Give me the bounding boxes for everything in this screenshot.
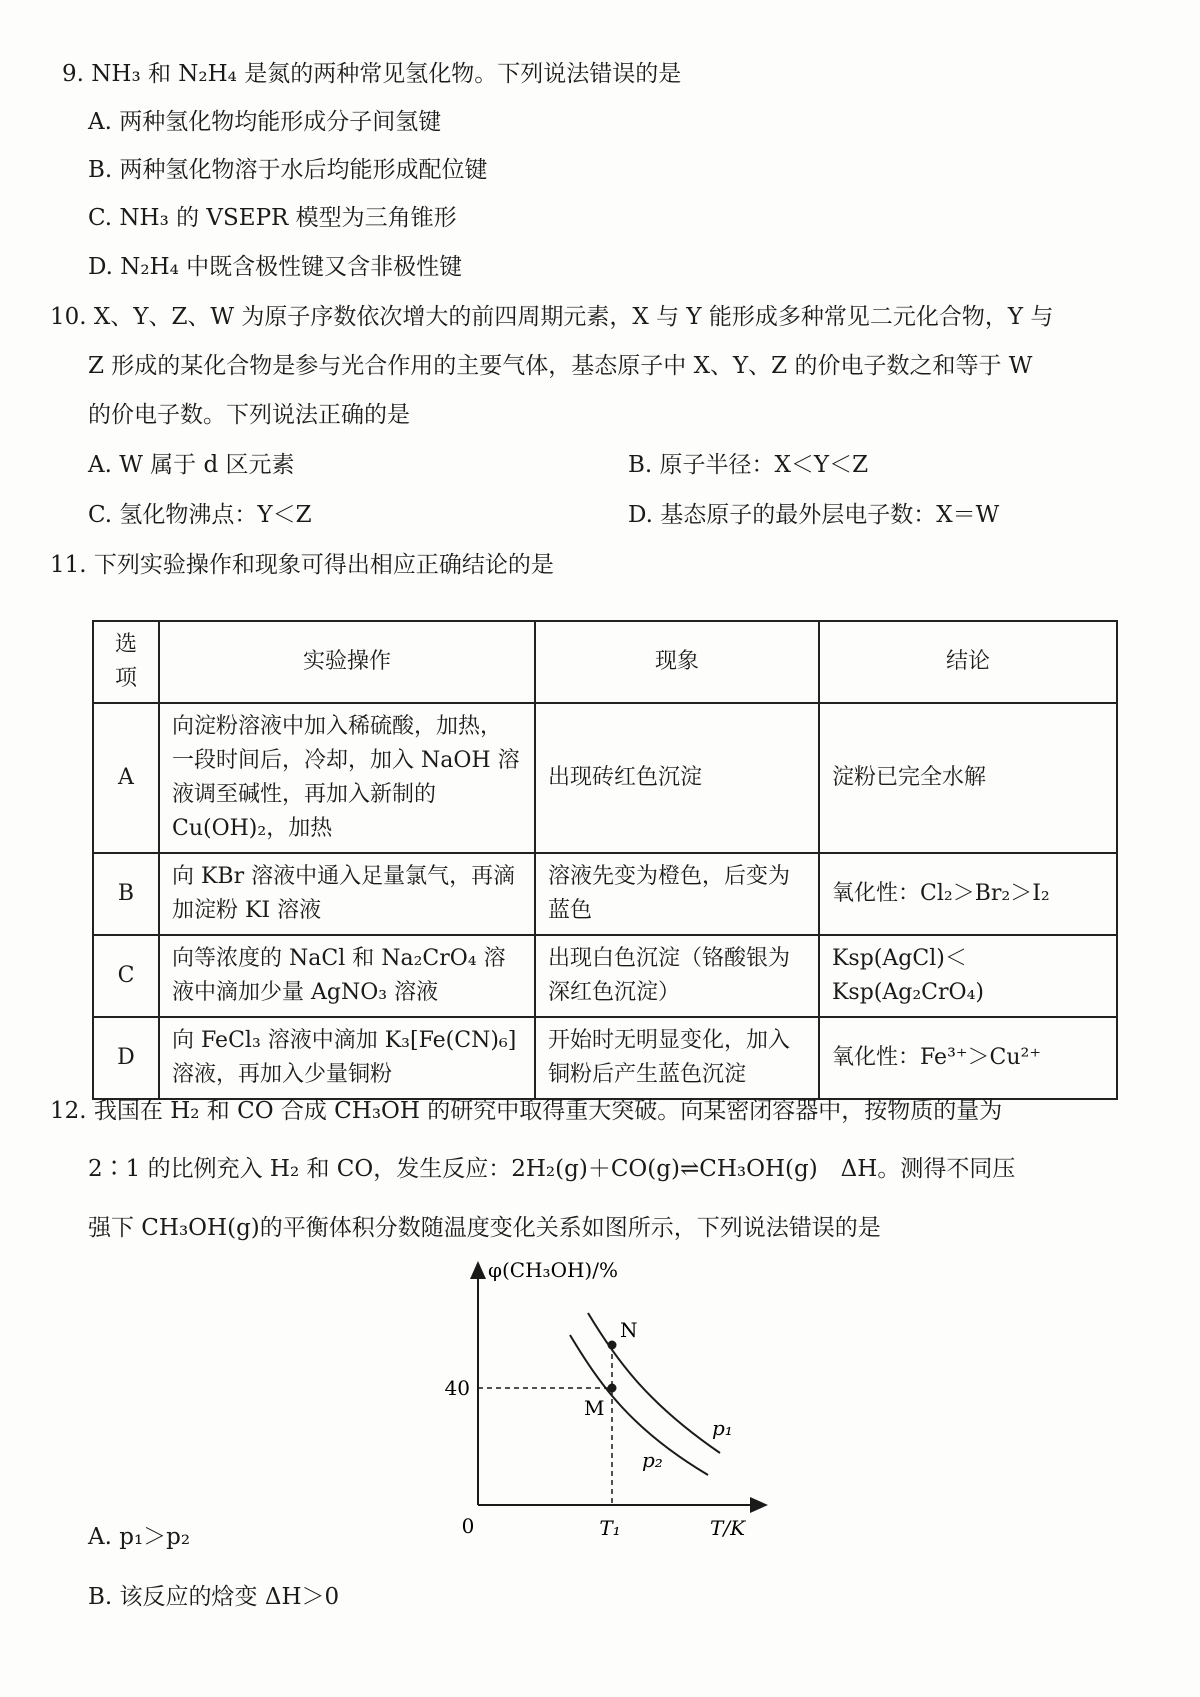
row-option: A [93,703,159,853]
series-p2-label: p₂ [642,1448,663,1472]
header-option: 选项 [93,621,159,703]
q12-option-a: A. p₁＞p₂ [88,1524,191,1550]
point-m [608,1384,617,1393]
table-row [93,935,1117,1017]
q10-option-d: D. 基态原子的最外层电子数：X＝W [628,502,1000,528]
table-row [93,1017,1117,1099]
header-phenomenon: 现象 [535,621,819,703]
row-conclusion: 淀粉已完全水解 [819,703,1117,853]
table-row [93,703,1117,853]
y-tick-label: 40 [444,1376,470,1400]
point-n-label: N [620,1318,638,1342]
row-operation: 向淀粉溶液中加入稀硫酸，加热，一段时间后，冷却，加入 NaOH 溶液调至碱性，再加入新制的 Cu(OH)₂，加热 [159,703,535,853]
row-operation: 向等浓度的 NaCl 和 Na₂CrO₄ 溶液中滴加少量 AgNO₃ 溶液 [159,935,535,1017]
q10-stem-line-3: 的价电子数。下列说法正确的是 [88,402,410,428]
header-conclusion: 结论 [819,621,1117,703]
series-p1-label: p₁ [712,1416,733,1440]
q9-option-b: B. 两种氢化物溶于水后均能形成配位键 [88,157,488,183]
x-tick-label: T₁ [599,1516,621,1540]
experiment-table [92,620,1118,1100]
q11-stem: 11. 下列实验操作和现象可得出相应正确结论的是 [50,552,554,578]
q12-stem-line-2: 2∶1 的比例充入 H₂ 和 CO，发生反应：2H₂(g)＋CO(g)⇌CH₃OH(g) ΔH。测得不同压 [88,1156,1016,1182]
curve-p1 [588,1313,720,1453]
row-conclusion: 氧化性：Fe³⁺＞Cu²⁺ [819,1017,1117,1099]
row-operation: 向 KBr 溶液中通入足量氯气，再滴加淀粉 KI 溶液 [159,853,535,935]
point-m-label: M [584,1396,605,1420]
q10-option-b: B. 原子半径：X＜Y＜Z [628,452,869,478]
row-option: B [93,853,159,935]
q9-option-c: C. NH₃ 的 VSEPR 模型为三角锥形 [88,205,457,231]
row-conclusion: 氧化性：Cl₂＞Br₂＞I₂ [819,853,1117,935]
y-axis-label: φ(CH₃OH)/% [488,1258,618,1282]
q12-stem-line-1: 12. 我国在 H₂ 和 CO 合成 CH₃OH 的研究中取得重大突破。向某密闭容器中，按物质的量为 [50,1098,1003,1124]
header-operation: 实验操作 [159,621,535,703]
q10-stem-line-1: 10. X、Y、Z、W 为原子序数依次增大的前四周期元素，X 与 Y 能形成多种常见二元化合物，Y 与 [50,304,1054,330]
point-n [608,1341,617,1350]
row-option: C [93,935,159,1017]
q9-option-a: A. 两种氢化物均能形成分子间氢键 [88,109,442,135]
row-phenomenon: 开始时无明显变化，加入铜粉后产生蓝色沉淀 [535,1017,819,1099]
x-axis-label: T/K [710,1516,746,1540]
row-phenomenon: 出现砖红色沉淀 [535,703,819,853]
q12-stem-line-3: 强下 CH₃OH(g)的平衡体积分数随温度变化关系如图所示，下列说法错误的是 [88,1215,881,1241]
row-phenomenon: 出现白色沉淀（铬酸银为深红色沉淀） [535,935,819,1017]
equilibrium-chart [440,1255,780,1555]
row-operation: 向 FeCl₃ 溶液中滴加 K₃[Fe(CN)₆] 溶液，再加入少量铜粉 [159,1017,535,1099]
row-phenomenon: 溶液先变为橙色，后变为蓝色 [535,853,819,935]
origin-label: 0 [461,1514,475,1538]
table-header-row [93,621,1117,703]
q10-stem-line-2: Z 形成的某化合物是参与光合作用的主要气体，基态原子中 X、Y、Z 的价电子数之和等于 W [88,353,1033,379]
row-conclusion: Ksp(AgCl)＜Ksp(Ag₂CrO₄) [819,935,1117,1017]
q12-option-b: B. 该反应的焓变 ΔH＞0 [88,1584,340,1610]
row-option: D [93,1017,159,1099]
q10-option-a: A. W 属于 d 区元素 [88,452,295,478]
q9-option-d: D. N₂H₄ 中既含极性键又含非极性键 [88,254,463,280]
table-row [93,853,1117,935]
q9-stem: 9. NH₃ 和 N₂H₄ 是氮的两种常见氢化物。下列说法错误的是 [62,61,682,87]
q10-option-c: C. 氢化物沸点：Y＜Z [88,502,312,528]
